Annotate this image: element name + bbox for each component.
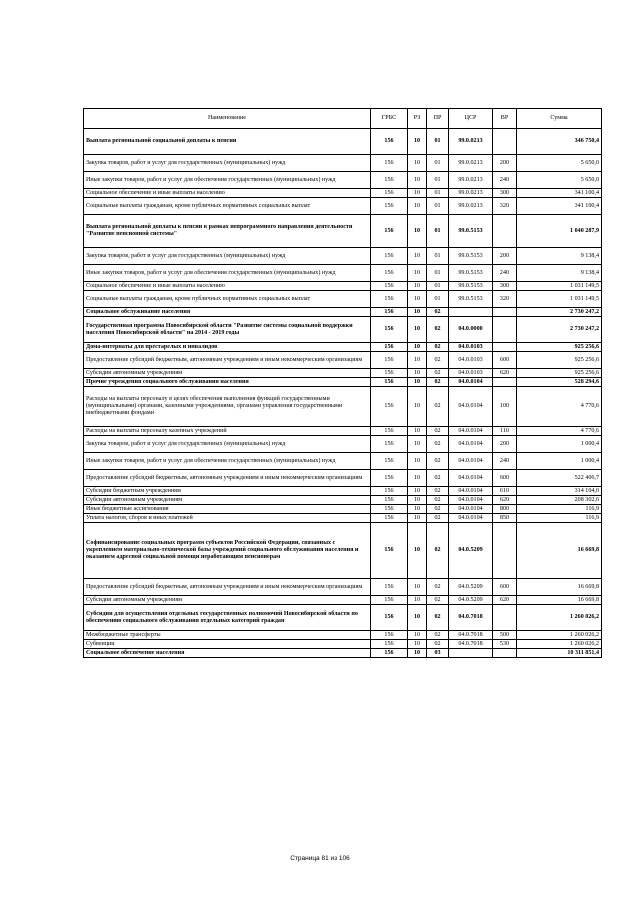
row-vr — [493, 605, 517, 631]
row-vr — [493, 378, 517, 387]
table-row — [84, 248, 602, 265]
row-grbs: 156 — [371, 631, 408, 640]
row-rz: 10 — [408, 215, 427, 248]
row-rz: 10 — [408, 453, 427, 470]
row-csr: 04.0.0103 — [449, 343, 493, 352]
row-rz: 10 — [408, 155, 427, 172]
row-name: Расходы на выплаты персоналу в целях обеспечения выполнения функций государственными (муниципальными) органами, казенными учреждениями, органами управления государственными внебюджетными фондами — [84, 387, 371, 427]
row-vr: 110 — [493, 427, 517, 436]
row-pr: 01 — [427, 155, 449, 172]
row-sum: 2 730 247,2 — [517, 308, 602, 317]
row-vr — [493, 649, 517, 658]
row-rz: 10 — [408, 378, 427, 387]
row-grbs: 156 — [371, 649, 408, 658]
row-rz: 10 — [408, 579, 427, 596]
row-pr: 02 — [427, 427, 449, 436]
row-sum: 16 669,8 — [517, 579, 602, 596]
row-sum: 16 669,8 — [517, 523, 602, 579]
table-row — [84, 265, 602, 282]
row-csr: 04.0.0104 — [449, 496, 493, 505]
row-rz: 10 — [408, 514, 427, 523]
row-grbs: 156 — [371, 596, 408, 605]
row-grbs: 156 — [371, 282, 408, 291]
row-csr: 04.0.5209 — [449, 579, 493, 596]
row-rz: 10 — [408, 352, 427, 369]
header-grbs: ГРБС — [371, 109, 408, 129]
row-name: Предоставление субсидий бюджетным, автономным учреждениям и иным некоммерческим организациям — [84, 579, 371, 596]
table-row — [84, 453, 602, 470]
row-sum: 522 406,7 — [517, 470, 602, 487]
row-rz: 10 — [408, 523, 427, 579]
row-vr: 800 — [493, 505, 517, 514]
row-csr: 99.0.5153 — [449, 291, 493, 308]
row-csr: 04.0.7018 — [449, 605, 493, 631]
header-csr: ЦСР — [449, 109, 493, 129]
row-csr: 99.0.0213 — [449, 189, 493, 198]
row-name: Субсидии автономным учреждениям — [84, 596, 371, 605]
table-row — [84, 378, 602, 387]
row-vr: 500 — [493, 631, 517, 640]
row-rz: 10 — [408, 436, 427, 453]
row-grbs: 156 — [371, 514, 408, 523]
table-row — [84, 215, 602, 248]
row-vr: 300 — [493, 282, 517, 291]
table-row — [84, 198, 602, 215]
row-vr: 620 — [493, 596, 517, 605]
budget-table — [83, 108, 602, 658]
row-sum: 528 294,6 — [517, 378, 602, 387]
row-rz: 10 — [408, 605, 427, 631]
row-grbs: 156 — [371, 265, 408, 282]
row-csr: 04.0.0104 — [449, 487, 493, 496]
row-vr: 600 — [493, 352, 517, 369]
row-name: Выплата региональной доплаты к пенсии в рамках непрограммного направления деятельности "Развитие пенсионной системы" — [84, 215, 371, 248]
row-vr: 300 — [493, 189, 517, 198]
row-rz: 10 — [408, 427, 427, 436]
row-sum: 1 000,4 — [517, 436, 602, 453]
row-sum: 925 256,6 — [517, 352, 602, 369]
row-pr: 02 — [427, 436, 449, 453]
row-pr: 02 — [427, 343, 449, 352]
table-row — [84, 631, 602, 640]
row-grbs: 156 — [371, 436, 408, 453]
row-pr: 02 — [427, 496, 449, 505]
row-sum: 116,9 — [517, 514, 602, 523]
row-grbs: 156 — [371, 155, 408, 172]
row-pr: 02 — [427, 352, 449, 369]
row-grbs: 156 — [371, 470, 408, 487]
row-csr: 99.0.0213 — [449, 198, 493, 215]
row-pr: 02 — [427, 596, 449, 605]
row-sum: 1 031 149,5 — [517, 291, 602, 308]
row-rz: 10 — [408, 470, 427, 487]
row-sum: 925 256,6 — [517, 369, 602, 378]
table-row — [84, 427, 602, 436]
row-csr: 04.0.0104 — [449, 514, 493, 523]
header-pr: ПР — [427, 109, 449, 129]
row-grbs: 156 — [371, 496, 408, 505]
row-name: Прочие учреждения социального обслуживания населения — [84, 378, 371, 387]
table-row — [84, 496, 602, 505]
row-rz: 10 — [408, 129, 427, 155]
row-grbs: 156 — [371, 505, 408, 514]
row-pr: 02 — [427, 640, 449, 649]
row-name: Уплата налогов, сборов и иных платежей — [84, 514, 371, 523]
table-row — [84, 605, 602, 631]
budget-table-container — [83, 108, 601, 658]
row-pr: 02 — [427, 631, 449, 640]
row-name: Субсидии автономным учреждениям — [84, 369, 371, 378]
header-vr: ВР — [493, 109, 517, 129]
row-name: Предоставление субсидий бюджетным, автономным учреждениям и иным некоммерческим организациям — [84, 352, 371, 369]
row-pr: 02 — [427, 308, 449, 317]
row-csr: 04.0.0104 — [449, 387, 493, 427]
row-vr: 240 — [493, 265, 517, 282]
row-pr: 02 — [427, 505, 449, 514]
row-rz: 10 — [408, 505, 427, 514]
row-name: Иные закупки товаров, работ и услуг для обеспечения государственных (муниципальных) нужд — [84, 172, 371, 189]
row-csr: 04.0.0104 — [449, 453, 493, 470]
row-pr: 01 — [427, 282, 449, 291]
table-row — [84, 343, 602, 352]
row-name: Социальные выплаты гражданам, кроме публичных нормативных социальных выплат — [84, 291, 371, 308]
page-footer: Страница 81 из 106 — [290, 855, 350, 862]
row-name: Межбюджетные трансферты — [84, 631, 371, 640]
row-pr: 02 — [427, 514, 449, 523]
row-csr: 04.0.0103 — [449, 369, 493, 378]
header-rz: РЗ — [408, 109, 427, 129]
row-rz: 10 — [408, 248, 427, 265]
row-name: Закупка товаров, работ и услуг для государственных (муниципальных) нужд — [84, 155, 371, 172]
table-row — [84, 436, 602, 453]
row-csr: 99.0.5153 — [449, 265, 493, 282]
row-grbs: 156 — [371, 523, 408, 579]
row-vr — [493, 523, 517, 579]
table-row — [84, 505, 602, 514]
row-sum: 1 031 149,5 — [517, 282, 602, 291]
row-name: Субвенции — [84, 640, 371, 649]
row-sum: 9 138,4 — [517, 265, 602, 282]
row-pr: 02 — [427, 453, 449, 470]
row-name: Социальное обеспечение и иные выплаты населению — [84, 189, 371, 198]
row-rz: 10 — [408, 496, 427, 505]
row-grbs: 156 — [371, 129, 408, 155]
row-grbs: 156 — [371, 248, 408, 265]
row-rz: 10 — [408, 189, 427, 198]
row-pr: 02 — [427, 369, 449, 378]
row-sum: 10 311 851,4 — [517, 649, 602, 658]
row-sum: 346 750,4 — [517, 129, 602, 155]
row-grbs: 156 — [371, 387, 408, 427]
row-grbs: 156 — [371, 172, 408, 189]
row-name: Субсидии бюджетным учреждениям — [84, 487, 371, 496]
row-rz: 10 — [408, 631, 427, 640]
row-name: Иные бюджетные ассигнования — [84, 505, 371, 514]
row-pr: 02 — [427, 317, 449, 343]
row-rz: 10 — [408, 596, 427, 605]
row-vr — [493, 129, 517, 155]
row-pr: 01 — [427, 129, 449, 155]
row-sum: 4 770,6 — [517, 387, 602, 427]
row-name: Закупка товаров, работ и услуг для государственных (муниципальных) нужд — [84, 248, 371, 265]
row-sum: 9 138,4 — [517, 248, 602, 265]
row-vr — [493, 308, 517, 317]
row-grbs: 156 — [371, 215, 408, 248]
row-sum: 925 256,6 — [517, 343, 602, 352]
row-csr: 99.0.0213 — [449, 172, 493, 189]
row-sum: 208 302,6 — [517, 496, 602, 505]
row-pr: 01 — [427, 189, 449, 198]
row-sum: 1 260 026,2 — [517, 631, 602, 640]
row-csr: 04.0.0104 — [449, 427, 493, 436]
row-name: Социальное обеспечение населения — [84, 649, 371, 658]
row-csr: 04.0.0104 — [449, 505, 493, 514]
table-row — [84, 172, 602, 189]
row-grbs: 156 — [371, 487, 408, 496]
table-row — [84, 317, 602, 343]
table-row — [84, 352, 602, 369]
row-rz: 10 — [408, 291, 427, 308]
row-sum: 116,9 — [517, 505, 602, 514]
row-vr: 240 — [493, 172, 517, 189]
row-rz: 10 — [408, 282, 427, 291]
row-grbs: 156 — [371, 640, 408, 649]
row-csr: 99.0.5153 — [449, 215, 493, 248]
row-name: Социальные выплаты гражданам, кроме публичных нормативных социальных выплат — [84, 198, 371, 215]
table-row — [84, 282, 602, 291]
table-row — [84, 640, 602, 649]
row-rz: 10 — [408, 343, 427, 352]
row-csr: 04.0.0104 — [449, 436, 493, 453]
row-sum: 5 650,0 — [517, 155, 602, 172]
table-row — [84, 514, 602, 523]
row-vr — [493, 215, 517, 248]
row-vr: 320 — [493, 291, 517, 308]
row-sum: 1 040 287,9 — [517, 215, 602, 248]
row-csr: 04.0.0103 — [449, 352, 493, 369]
row-vr: 530 — [493, 640, 517, 649]
row-sum: 1 260 026,2 — [517, 640, 602, 649]
row-name: Иные закупки товаров, работ и услуг для обеспечения государственных (муниципальных) нужд — [84, 453, 371, 470]
row-name: Иные закупки товаров, работ и услуг для обеспечения государственных (муниципальных) нужд — [84, 265, 371, 282]
row-vr — [493, 343, 517, 352]
row-pr: 02 — [427, 579, 449, 596]
row-csr — [449, 308, 493, 317]
row-name: Субсидии автономным учреждениям — [84, 496, 371, 505]
header-sum: Сумма — [517, 109, 602, 129]
row-csr: 04.0.5209 — [449, 596, 493, 605]
row-grbs: 156 — [371, 579, 408, 596]
row-name: Софинансирование социальных программ субъектов Российской Федерации, связанных с укреплением материально-технической базы учреждений социального обслуживания населения и оказанием адресной социальной помощи неработающим пенсионерам — [84, 523, 371, 579]
table-row — [84, 291, 602, 308]
row-vr: 320 — [493, 198, 517, 215]
table-row — [84, 470, 602, 487]
row-vr: 200 — [493, 155, 517, 172]
row-pr: 01 — [427, 291, 449, 308]
row-name: Социальное обслуживание населения — [84, 308, 371, 317]
row-name: Предоставление субсидий бюджетным, автономным учреждениям и иным некоммерческим организациям — [84, 470, 371, 487]
table-row — [84, 189, 602, 198]
row-rz: 10 — [408, 172, 427, 189]
table-row — [84, 487, 602, 496]
row-pr: 02 — [427, 487, 449, 496]
row-grbs: 156 — [371, 198, 408, 215]
row-rz: 10 — [408, 487, 427, 496]
table-header-row — [84, 109, 602, 129]
row-name: Выплата региональной социальной доплаты к пенсии — [84, 129, 371, 155]
row-sum: 4 770,6 — [517, 427, 602, 436]
row-pr: 01 — [427, 198, 449, 215]
row-rz: 10 — [408, 387, 427, 427]
row-csr: 04.0.5209 — [449, 523, 493, 579]
row-sum: 341 100,4 — [517, 189, 602, 198]
row-sum: 1 000,4 — [517, 453, 602, 470]
table-row — [84, 649, 602, 658]
table-row — [84, 523, 602, 579]
row-pr: 02 — [427, 605, 449, 631]
row-pr: 02 — [427, 470, 449, 487]
row-csr: 99.0.5153 — [449, 282, 493, 291]
row-grbs: 156 — [371, 343, 408, 352]
row-grbs: 156 — [371, 369, 408, 378]
row-csr — [449, 649, 493, 658]
row-vr: 100 — [493, 387, 517, 427]
row-csr: 04.0.0104 — [449, 378, 493, 387]
header-name: Наименование — [84, 109, 371, 129]
row-csr: 04.0.7018 — [449, 631, 493, 640]
table-row — [84, 387, 602, 427]
row-rz: 10 — [408, 369, 427, 378]
row-csr: 99.0.0213 — [449, 129, 493, 155]
table-row — [84, 155, 602, 172]
row-csr: 99.0.5153 — [449, 248, 493, 265]
row-grbs: 156 — [371, 317, 408, 343]
table-row — [84, 369, 602, 378]
row-grbs: 156 — [371, 189, 408, 198]
row-sum: 16 669,8 — [517, 596, 602, 605]
row-pr: 02 — [427, 523, 449, 579]
row-csr: 04.0.0000 — [449, 317, 493, 343]
row-rz: 10 — [408, 308, 427, 317]
row-csr: 04.0.0104 — [449, 470, 493, 487]
table-body — [84, 129, 602, 658]
row-pr: 01 — [427, 265, 449, 282]
row-vr: 620 — [493, 496, 517, 505]
row-csr: 99.0.0213 — [449, 155, 493, 172]
row-rz: 10 — [408, 265, 427, 282]
row-vr: 610 — [493, 487, 517, 496]
row-vr: 200 — [493, 436, 517, 453]
row-grbs: 156 — [371, 291, 408, 308]
row-vr: 600 — [493, 579, 517, 596]
row-rz: 10 — [408, 198, 427, 215]
row-sum: 1 260 026,2 — [517, 605, 602, 631]
row-pr: 01 — [427, 248, 449, 265]
row-rz: 10 — [408, 649, 427, 658]
row-name: Дома-интернаты для престарелых и инвалидов — [84, 343, 371, 352]
row-name: Государственная программа Новосибирской области "Развитие системы социальной поддержки населения Новосибирской области" на 2014 - 2019 годы — [84, 317, 371, 343]
row-grbs: 156 — [371, 308, 408, 317]
row-name: Субсидии для осуществления отдельных государственных полномочий Новосибирской области по обеспечению социального обслуживания отдельных категорий граждан — [84, 605, 371, 631]
row-name: Закупка товаров, работ и услуг для государственных (муниципальных) нужд — [84, 436, 371, 453]
row-vr: 600 — [493, 470, 517, 487]
row-grbs: 156 — [371, 453, 408, 470]
row-name: Социальное обеспечение и иные выплаты населению — [84, 282, 371, 291]
row-sum: 341 100,4 — [517, 198, 602, 215]
row-grbs: 156 — [371, 605, 408, 631]
row-grbs: 156 — [371, 378, 408, 387]
row-vr — [493, 317, 517, 343]
row-vr: 200 — [493, 248, 517, 265]
row-sum: 5 650,0 — [517, 172, 602, 189]
table-row — [84, 596, 602, 605]
row-vr: 240 — [493, 453, 517, 470]
row-name: Расходы на выплаты персоналу казенных учреждений — [84, 427, 371, 436]
row-pr: 02 — [427, 387, 449, 427]
row-pr: 03 — [427, 649, 449, 658]
table-row — [84, 129, 602, 155]
row-sum: 2 730 247,2 — [517, 317, 602, 343]
table-row — [84, 579, 602, 596]
row-pr: 02 — [427, 378, 449, 387]
row-grbs: 156 — [371, 352, 408, 369]
row-csr: 04.0.7018 — [449, 640, 493, 649]
row-vr: 850 — [493, 514, 517, 523]
row-pr: 01 — [427, 172, 449, 189]
table-row — [84, 308, 602, 317]
row-rz: 10 — [408, 317, 427, 343]
row-sum: 314 104,0 — [517, 487, 602, 496]
row-pr: 01 — [427, 215, 449, 248]
row-rz: 10 — [408, 640, 427, 649]
row-grbs: 156 — [371, 427, 408, 436]
row-vr: 620 — [493, 369, 517, 378]
